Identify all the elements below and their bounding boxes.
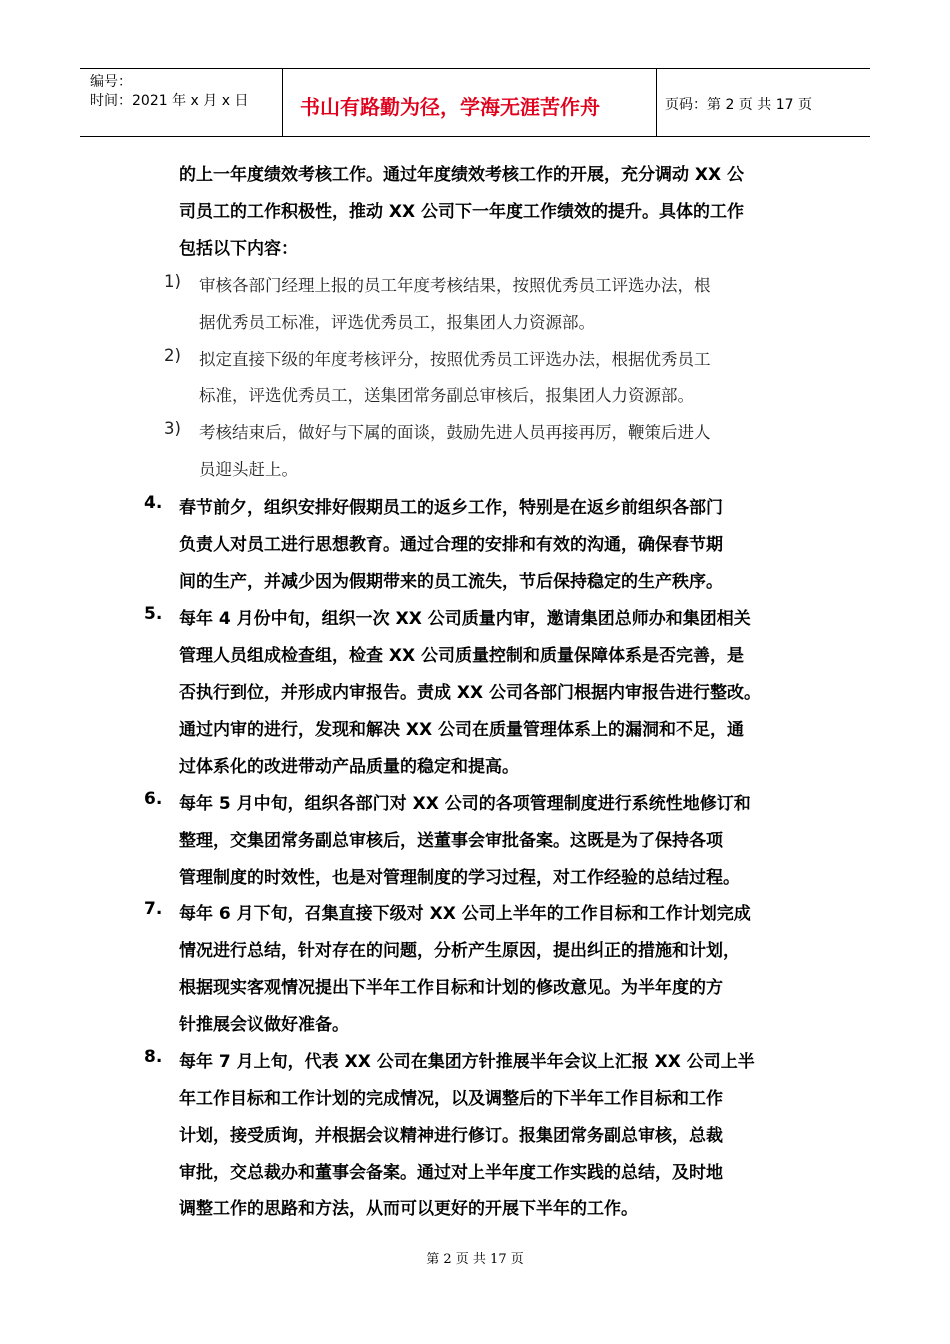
- page-footer: 第 2 页 共 17 页: [426, 1252, 524, 1267]
- item-line: 每年 4 月份中旬，组织一次 XX 公司质量内审，邀请集团总师办和集团相关: [179, 609, 751, 629]
- item-line: 针推展会议做好准备。: [179, 1015, 349, 1035]
- item-number: 4.: [144, 493, 163, 513]
- item-line: 春节前夕，组织安排好假期员工的返乡工作，特别是在返乡前组织各部门: [179, 498, 723, 518]
- intro-line: 的上一年度绩效考核工作。通过年度绩效考核工作的开展，充分调动 XX 公: [179, 165, 745, 185]
- subitem-line: 审核各部门经理上报的员工年度考核结果，按照优秀员工评选办法，根: [199, 276, 711, 295]
- subitem-number: 2): [164, 346, 181, 365]
- item-number: 5.: [144, 604, 163, 624]
- item-line: 每年 5 月中旬，组织各部门对 XX 公司的各项管理制度进行系统性地修订和: [179, 794, 751, 814]
- item-line: 每年 7 月上旬，代表 XX 公司在集团方针推展半年会议上汇报 XX 公司上半: [179, 1052, 755, 1072]
- item-line: 审批，交总裁办和董事会备案。通过对上半年度工作实践的总结，及时地: [179, 1163, 723, 1183]
- code-label: 编号：: [90, 74, 132, 90]
- subitem-number: 3): [164, 419, 181, 438]
- intro-line: 包括以下内容：: [179, 239, 298, 259]
- motto-text: 书山有路勤为径，学海无涯苦作舟: [300, 95, 600, 119]
- header-meta-cell: [80, 69, 283, 136]
- item-line: 根据现实客观情况提出下半年工作目标和计划的修改意见。为半年度的方: [179, 978, 723, 998]
- item-line: 否执行到位，并形成内审报告。责成 XX 公司各部门根据内审报告进行整改。: [179, 683, 762, 703]
- item-line: 管理人员组成检查组，检查 XX 公司质量控制和质量保障体系是否完善，是: [179, 646, 745, 666]
- item-number: 8.: [144, 1047, 163, 1067]
- item-line: 过体系化的改进带动产品质量的稳定和提高。: [179, 757, 519, 777]
- subitem-line: 据优秀员工标准，评选优秀员工，报集团人力资源部。: [199, 313, 595, 332]
- item-line: 间的生产，并减少因为假期带来的员工流失，节后保持稳定的生产秩序。: [179, 572, 723, 592]
- item-line: 管理制度的时效性，也是对管理制度的学习过程，对工作经验的总结过程。: [179, 868, 740, 888]
- subitem-line: 拟定直接下级的年度考核评分，按照优秀员工评选办法，根据优秀员工: [199, 350, 711, 369]
- subitem-line: 标准，评选优秀员工，送集团常务副总审核后，报集团人力资源部。: [199, 386, 694, 405]
- subitem-line: 员迎头赶上。: [199, 460, 298, 479]
- item-number: 7.: [144, 899, 163, 919]
- page-label: 页码：第 2 页 共 17 页: [665, 97, 812, 113]
- item-line: 计划，接受质询，并根据会议精神进行修订。报集团常务副总审核，总裁: [179, 1126, 723, 1146]
- intro-line: 司员工的工作积极性，推动 XX 公司下一年度工作绩效的提升。具体的工作: [179, 202, 745, 222]
- item-line: 负责人对员工进行思想教育。通过合理的安排和有效的沟通，确保春节期: [179, 535, 723, 555]
- item-line: 整理，交集团常务副总审核后，送董事会审批备案。这既是为了保持各项: [179, 831, 723, 851]
- item-line: 年工作目标和工作计划的完成情况，以及调整后的下半年工作目标和工作: [179, 1089, 723, 1109]
- item-line: 通过内审的进行，发现和解决 XX 公司在质量管理体系上的漏洞和不足，通: [179, 720, 745, 740]
- item-line: 每年 6 月下旬，召集直接下级对 XX 公司上半年的工作目标和工作计划完成: [179, 904, 751, 924]
- date-label: 时间：2021 年 x 月 x 日: [90, 93, 249, 109]
- page-header: [80, 68, 870, 137]
- item-number: 6.: [144, 789, 163, 809]
- subitem-number: 1): [164, 272, 181, 291]
- subitem-line: 考核结束后，做好与下属的面谈，鼓励先进人员再接再厉，鞭策后进人: [199, 423, 711, 442]
- header-page-cell: [656, 69, 870, 136]
- item-line: 情况进行总结，针对存在的问题，分析产生原因，提出纠正的措施和计划，: [179, 941, 740, 961]
- item-line: 调整工作的思路和方法，从而可以更好的开展下半年的工作。: [179, 1199, 638, 1219]
- header-motto-cell: [282, 69, 657, 136]
